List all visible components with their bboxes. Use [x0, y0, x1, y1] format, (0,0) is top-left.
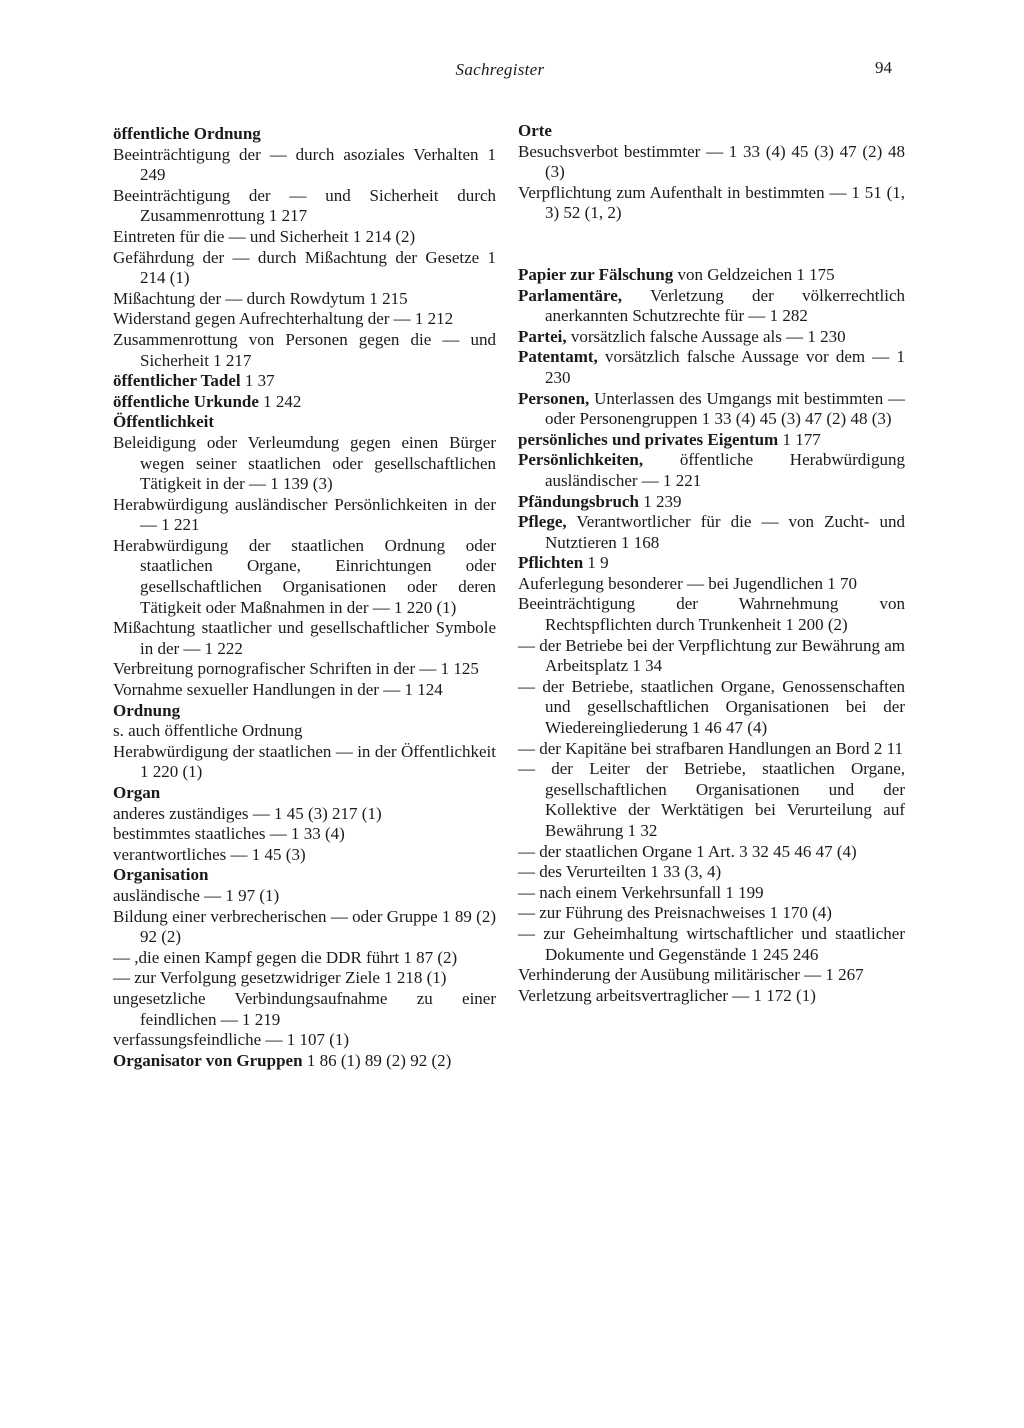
index-subentry: Mißachtung der — durch Rowdytum 1 215	[113, 288, 408, 308]
index-subentry: — zur Verfolgung gesetzwidriger Ziele 1 218 (1)	[113, 968, 447, 988]
index-heading	[112, 371, 496, 392]
index-subentry: — der Leiter der Betriebe, staatlichen Organe, gesellschaftlichen Organisationen und der Kollektive der Werktätigen bei Verurteilung auf Bewährung 1 32	[518, 759, 905, 840]
index-heading	[517, 286, 905, 327]
heading-term: Patentamt,	[518, 347, 598, 367]
index-heading	[517, 121, 905, 142]
heading-term: Parlamentäre,	[518, 285, 623, 305]
heading-term: Organisation	[113, 865, 209, 885]
index-heading	[112, 783, 496, 804]
heading-term: Ordnung	[113, 700, 181, 720]
index-heading	[517, 327, 905, 348]
index-subentry: Beeinträchtigung der — durch asoziales Verhalten 1 249	[113, 144, 496, 185]
heading-term: Personen,	[518, 388, 590, 408]
index-subentry: Auferlegung besonderer — bei Jugendlichen 1 70	[518, 573, 857, 593]
heading-term: Partei,	[518, 326, 567, 346]
index-subentry: Verletzung arbeitsvertraglicher — 1 172 (1)	[518, 985, 816, 1005]
index-subentry: Verpflichtung zum Aufenthalt in bestimmten — 1 51 (1, 3) 52 (1, 2)	[518, 182, 905, 223]
section-spacer	[517, 224, 905, 265]
index-heading	[517, 512, 905, 553]
index-subentry: — zur Führung des Preisnachweises 1 170 (4)	[518, 903, 832, 923]
heading-term: Persönlichkeiten,	[518, 450, 644, 470]
index-subentry: — der staatlichen Organe 1 Art. 3 32 45 46 47 (4)	[518, 841, 857, 861]
index-subentry: — der Betriebe, staatlichen Organe, Genossenschaften und gesellschaftlichen Organisationen bei der Wiedereingliederung 1 46 47 (4)	[518, 676, 905, 738]
heading-term: Öffentlichkeit	[113, 412, 215, 432]
index-heading	[517, 347, 905, 388]
index-subentry: Vornahme sexueller Handlungen in der — 1 124	[113, 680, 443, 700]
index-subentry: bestimmtes staatliches — 1 33 (4)	[113, 824, 345, 844]
heading-reference: Verantwortlicher für die — von Zucht- und Nutztieren 1 168	[545, 512, 905, 552]
index-heading	[112, 124, 496, 145]
index-heading	[517, 553, 905, 574]
page-number: 94	[875, 58, 892, 77]
index-subentry: Zusammenrottung von Personen gegen die — und Sicherheit 1 217	[113, 329, 496, 370]
left-index-column	[112, 124, 496, 1071]
heading-term: Pfändungsbruch	[518, 491, 639, 511]
index-subentry: Verbreitung pornografischer Schriften in der — 1 125	[113, 659, 479, 679]
index-subentry: Besuchsverbot bestimmter — 1 33 (4) 45 (3) 47 (2) 48 (3)	[518, 141, 905, 182]
index-heading	[112, 412, 496, 433]
index-heading	[517, 265, 905, 286]
heading-reference: Unterlassen des Umgangs mit bestimmten — oder Personengruppen 1 33 (4) 45 (3) 47 (2) 48 (3)	[545, 388, 905, 429]
index-subentry: — des Verurteilten 1 33 (3, 4)	[518, 862, 722, 882]
index-heading	[517, 492, 905, 513]
heading-term: öffentlicher Tadel	[113, 371, 241, 391]
index-subentry: Mißachtung staatlicher und gesellschaftlicher Symbole in der — 1 222	[113, 618, 496, 658]
heading-term: Pflege,	[518, 512, 567, 532]
heading-term: Organ	[113, 783, 161, 802]
index-subentry: Bildung einer verbrecherischen — oder Gruppe 1 89 (2) 92 (2)	[113, 906, 496, 947]
index-heading	[112, 701, 496, 722]
index-subentry: Beleidigung oder Verleumdung gegen einen Bürger wegen seiner staatlichen oder gesellschaftlichen Tätigkeit in der — 1 139 (3)	[113, 432, 496, 494]
header-title: Sachregister	[455, 60, 545, 79]
index-subentry: — der Betriebe bei der Verpflichtung zur Bewährung am Arbeitsplatz 1 34	[518, 635, 905, 676]
index-subentry: — ,die einen Kampf gegen die DDR führt 1 87 (2)	[113, 947, 458, 967]
heading-term: öffentliche Urkunde	[113, 391, 259, 411]
heading-reference: vorsätzlich falsche Aussage vor dem — 1 230	[545, 347, 905, 387]
index-heading	[112, 1051, 496, 1072]
index-heading	[517, 389, 905, 430]
index-subentry: Widerstand gegen Aufrechterhaltung der — 1 212	[113, 309, 454, 329]
index-subentry: verfassungsfeindliche — 1 107 (1)	[113, 1030, 350, 1050]
index-subentry: — zur Geheimhaltung wirtschaftlicher und staatlicher Dokumente und Gegenstände 1 245 246	[518, 923, 905, 964]
heading-reference: 1 239	[643, 491, 682, 511]
heading-term: Papier zur Fälschung	[518, 264, 674, 284]
index-subentry: — der Kapitäne bei strafbaren Handlungen an Bord 2 11	[518, 738, 904, 758]
index-subentry: Beeinträchtigung der Wahrnehmung von Rechtspflichten durch Trunkenheit 1 200 (2)	[518, 594, 905, 635]
heading-term: öffentliche Ordnung	[113, 124, 261, 143]
heading-reference: 1 37	[244, 371, 275, 391]
heading-term: Pflichten	[518, 553, 584, 573]
heading-reference: vorsätzlich falsche Aussage als — 1 230	[570, 326, 846, 346]
heading-reference: 1 9	[587, 553, 609, 573]
index-heading	[517, 450, 905, 491]
index-subentry: Herabwürdigung der staatlichen Ordnung oder staatlichen Organe, Einrichtungen oder gesellschaftlichen Organisationen oder deren Tätigkeit oder Maßnahmen in der — 1 220 (1)	[113, 535, 496, 617]
heading-reference: 1 242	[263, 391, 302, 411]
right-index-column	[517, 121, 905, 1006]
index-subentry: Gefährdung der — durch Mißachtung der Gesetze 1 214 (1)	[113, 247, 496, 288]
heading-term: persönliches und privates Eigentum	[518, 429, 779, 449]
heading-term: Orte	[518, 121, 552, 140]
index-subentry: ausländische — 1 97 (1)	[113, 885, 280, 905]
index-heading	[112, 392, 496, 413]
index-subentry: Herabwürdigung ausländischer Persönlichkeiten in der — 1 221	[113, 494, 496, 535]
heading-reference: 1 177	[782, 429, 821, 449]
heading-reference: 1 86 (1) 89 (2) 92 (2)	[306, 1050, 452, 1070]
index-subentry: ungesetzliche Verbindungsaufnahme zu einer feindlichen — 1 219	[113, 988, 496, 1029]
index-subentry: verantwortliches — 1 45 (3)	[113, 844, 306, 864]
index-subentry: anderes zuständiges — 1 45 (3) 217 (1)	[113, 803, 382, 823]
index-subentry: Verhinderung der Ausübung militärischer — 1 267	[518, 965, 864, 985]
heading-reference: öffentliche Herabwürdigung ausländischer — 1 221	[545, 450, 905, 490]
heading-term: Organisator von Gruppen	[113, 1050, 303, 1070]
index-heading	[112, 865, 496, 886]
index-subentry: s. auch öffentliche Ordnung	[113, 721, 303, 741]
index-subentry: Herabwürdigung der staatlichen — in der Öffentlichkeit 1 220 (1)	[113, 741, 496, 782]
index-subentry: Eintreten für die — und Sicherheit 1 214 (2)	[113, 226, 416, 246]
heading-reference: von Geldzeichen 1 175	[677, 264, 835, 284]
index-heading	[517, 430, 905, 451]
index-subentry: — nach einem Verkehrsunfall 1 199	[518, 882, 764, 902]
index-subentry: Beeinträchtigung der — und Sicherheit durch Zusammenrottung 1 217	[113, 185, 496, 226]
heading-reference: Verletzung der völkerrechtlich anerkannten Schutzrechte für — 1 282	[545, 285, 905, 326]
